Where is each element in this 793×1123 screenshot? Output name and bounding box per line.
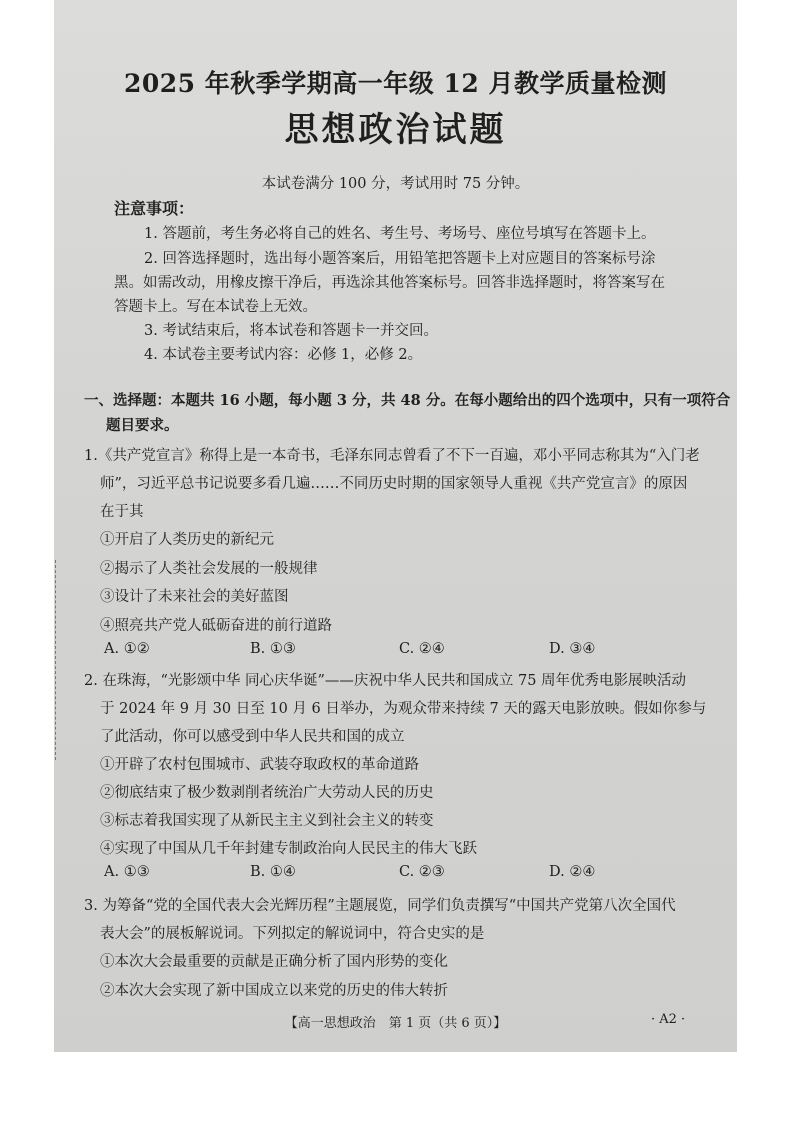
notice-line: 3. 考试结束后，将本试卷和答题卡一并交回。 [144,323,438,339]
question-2-option-d: D. ②④ [549,864,596,880]
question-1-option-c: C. ②④ [399,641,445,657]
exam-subject-title: 思想政治试题 [284,110,507,150]
question-1-item: ①开启了人类历史的新纪元 [100,532,274,548]
exam-meta: 本试卷满分 100 分，考试用时 75 分钟。 [261,176,530,192]
notice-line: 黑。如需改动，用橡皮擦干净后，再选涂其他答案标号。回答非选择题时，将答案写在 [114,275,665,291]
question-2-stem: 2. 在珠海，“光影颂中华 同心庆华诞”——庆祝中华人民共和国成立 75 周年优秀电影展映活动 [84,673,687,689]
question-3-stem: 表大会”的展板解说词。下列拟定的解说词中，符合史实的是 [100,926,485,942]
question-1-option-b: B. ①③ [250,641,296,657]
notice-line: 4. 本试卷主要考试内容：必修 1，必修 2。 [144,347,423,363]
page-code: · A2 · [651,1012,686,1027]
exam-title: 2025 年秋季学期高一年级 12 月教学质量检测 [124,69,667,98]
question-2-item: ①开辟了农村包围城市、武装夺取政权的革命道路 [100,757,419,773]
question-1-item: ③设计了未来社会的美好蓝图 [100,589,289,605]
question-1-stem: 师”，习近平总书记说要多看几遍……不同历史时期的国家领导人重视《共产党宣言》的原因 [100,476,688,492]
question-1-option-a: A. ①② [104,641,150,657]
notice-line: 1. 答题前，考生务必将自己的姓名、考生号、考场号、座位号填写在答题卡上。 [144,226,656,242]
binding-line [55,560,56,760]
question-3-item: ①本次大会最重要的贡献是正确分析了国内形势的变化 [100,954,448,970]
page-footer: 【高一思想政治 第 1 页（共 6 页）】 [284,1016,507,1031]
question-2-item: ②彻底结束了极少数剥削者统治广大劳动人民的历史 [100,785,434,801]
question-1-stem: 1.《共产党宣言》称得上是一本奇书，毛泽东同志曾看了不下一百遍，邓小平同志称其为“入门老 [84,448,700,464]
question-2-stem: 了此活动，你可以感受到中华人民共和国的成立 [100,729,405,745]
question-1-item: ②揭示了人类社会发展的一般规律 [100,561,318,577]
question-3-item: ②本次大会实现了新中国成立以来党的历史的伟大转折 [100,983,448,999]
question-2-item: ④实现了中国从几千年封建专制政治向人民民主的伟大飞跃 [100,841,477,857]
exam-paper [54,0,737,1052]
question-2-option-c: C. ②③ [399,864,445,880]
question-1-option-d: D. ③④ [549,641,596,657]
question-2-stem: 于 2024 年 9 月 30 日至 10 月 6 日举办，为观众带来持续 7 天的露天电影放映。假如你参与 [100,701,707,717]
notice-line: 答题卡上。写在本试卷上无效。 [114,299,317,315]
question-1-item: ④照亮共产党人砥砺奋进的前行道路 [100,618,332,634]
notice-heading: 注意事项： [114,199,195,218]
section-heading: 一、选择题：本题共 16 小题，每小题 3 分，共 48 分。在每小题给出的四个选项中，只有一项符合 [84,392,731,409]
notice-line: 2. 回答选择题时，选出每小题答案后，用铅笔把答题卡上对应题目的答案标号涂 [144,251,656,267]
question-2-option-a: A. ①③ [104,864,150,880]
question-3-stem: 3. 为筹备“党的全国代表大会光辉历程”主题展览，同学们负责撰写“中国共产党第八次全国代 [84,898,676,914]
question-2-option-b: B. ①④ [250,864,296,880]
section-heading-cont: 题目要求。 [106,417,179,434]
question-1-stem: 在于其 [100,504,144,520]
question-2-item: ③标志着我国实现了从新民主主义到社会主义的转变 [100,813,434,829]
